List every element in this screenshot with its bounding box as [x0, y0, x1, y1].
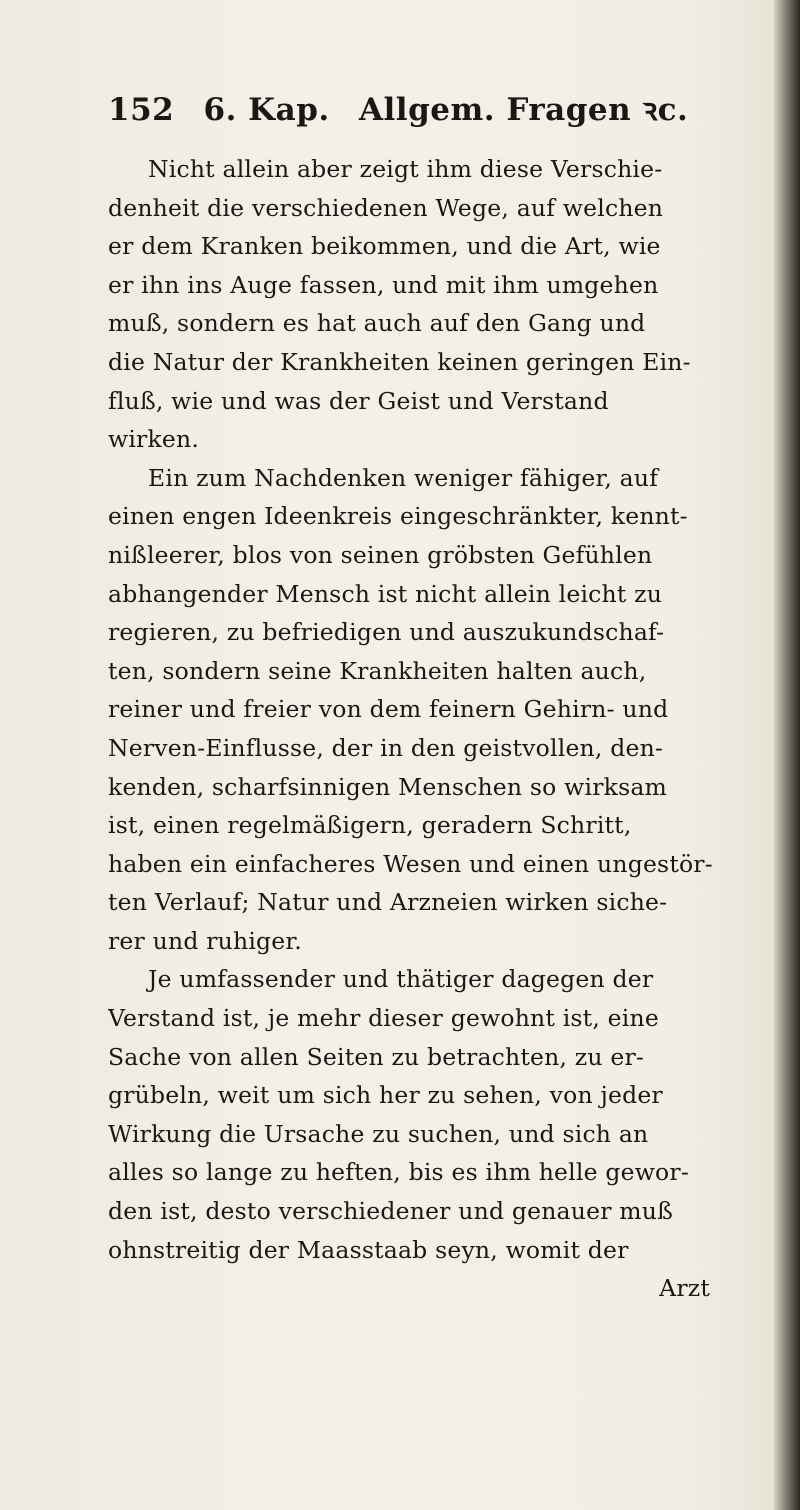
text-line: ohnstreitig der Maasstaab seyn, womit der: [108, 1235, 629, 1264]
running-title: Allgem. Fragen ꝛc.: [358, 92, 689, 128]
text-line: ten, sondern seine Krankheiten halten auch,: [108, 656, 647, 685]
text-line: er dem Kranken beikommen, und die Art, wie: [108, 232, 661, 261]
text-line: alles so lange zu heften, bis es ihm helle gewor-: [108, 1158, 689, 1187]
text-line: den ist, desto verschiedener und genauer muß: [108, 1197, 674, 1226]
catchword: Arzt: [659, 1274, 710, 1303]
running-header: [108, 88, 688, 130]
text-line: fluß, wie und was der Geist und Verstand: [108, 386, 609, 415]
text-line: reiner und freier von dem feinern Gehirn- und: [108, 695, 669, 724]
text-line: denheit die verschiedenen Wege, auf welchen: [108, 193, 664, 222]
text-line: grübeln, weit um sich her zu sehen, von jeder: [108, 1081, 663, 1110]
text-line: rer und ruhiger.: [108, 926, 302, 955]
text-line: ten Verlauf; Natur und Arzneien wirken siche-: [108, 888, 668, 917]
text-line: wirken.: [108, 425, 200, 454]
text-line: er ihn ins Auge fassen, und mit ihm umgehen: [108, 270, 659, 299]
page-number: 152: [108, 92, 175, 128]
body-text: [108, 150, 718, 1308]
text-line: haben ein einfacheres Wesen und einen ungestör-: [108, 849, 713, 878]
text-line: Wirkung die Ursache zu suchen, und sich an: [108, 1119, 649, 1148]
page-gutter-shadow: [774, 0, 800, 1510]
text-line: nißleerer, blos von seinen gröbsten Gefühlen: [108, 540, 653, 569]
text-line: die Natur der Krankheiten keinen geringen Ein-: [108, 347, 691, 376]
text-line: regieren, zu befriedigen und auszukundschaf-: [108, 618, 665, 647]
text-line: muß, sondern es hat auch auf den Gang und: [108, 309, 646, 338]
text-line: abhangender Mensch ist nicht allein leicht zu: [108, 579, 663, 608]
text-line: Verstand ist, je mehr dieser gewohnt ist, eine: [108, 1004, 659, 1033]
text-line: Sache von allen Seiten zu betrachten, zu er-: [108, 1042, 645, 1071]
text-line: ist, einen regelmäßigern, geradern Schritt,: [108, 811, 632, 840]
text-line: Je umfassender und thätiger dagegen der: [148, 965, 654, 994]
text-line: Ein zum Nachdenken weniger fähiger, auf: [148, 463, 659, 492]
text-line: kenden, scharfsinnigen Menschen so wirksam: [108, 772, 668, 801]
text-line: Nerven-Einflusse, der in den geistvollen, den-: [108, 733, 664, 762]
text-line: Nicht allein aber zeigt ihm diese Verschie-: [148, 155, 663, 183]
text-line: einen engen Ideenkreis eingeschränkter, kennt-: [108, 502, 688, 531]
chapter-label: 6. Kap.: [203, 92, 330, 128]
